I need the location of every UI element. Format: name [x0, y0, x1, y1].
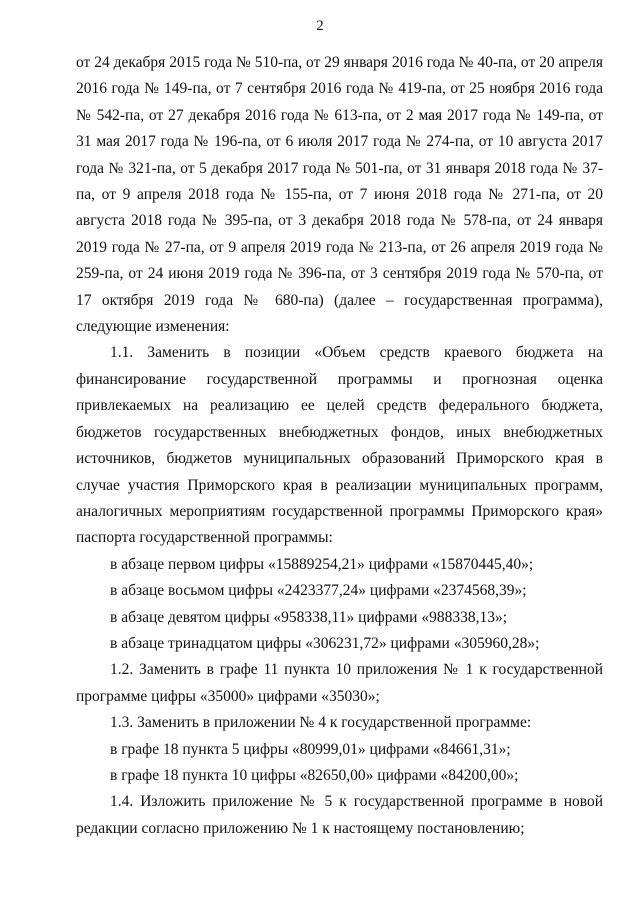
- page-number: 2: [316, 18, 324, 34]
- paragraph-1-3: 1.3. Заменить в приложении № 4 к государственной программе:: [110, 714, 532, 732]
- paragraph-item: в графе 18 пункта 10 цифры «82650,00» цифрами «84200,00»;: [110, 766, 519, 784]
- paragraph-item: в абзаце первом цифры «15889254,21» цифрами «15870445,40»;: [110, 555, 534, 573]
- paragraph-item: в абзаце девятом цифры «958338,11» цифрами «988338,13»;: [110, 608, 507, 626]
- paragraph-item: в абзаце тринадцатом цифры «306231,72» цифрами «305960,28»;: [110, 634, 540, 652]
- paragraph-1-4: 1.4. Изложить приложение № 5 к государственной программе в новой редакции согласно приложению № 1 к настоящему постановлению;: [76, 793, 603, 837]
- paragraph-1-1: 1.1. Заменить в позиции «Объем средств краевого бюджета на финансирование государственной программы и прогнозная оценка привлекаемых на реализацию ее целей средств федерального бюджета, бюджетов государственных внебюджетных фондов, иных внебюджетных источников, бюджетов муниципальных образований Приморского края в случае участия Приморского края в реализации муниципальных программ, аналогичных мероприятиям государственной программы Приморского края» паспорта государственной программы:: [76, 344, 603, 547]
- paragraph-item: в графе 18 пункта 5 цифры «80999,01» цифрами «84661,31»;: [110, 740, 511, 758]
- paragraph-continuation: от 24 декабря 2015 года № 510-па, от 29 января 2016 года № 40-па, от 20 апреля 2016 года № 149-па, от 7 сентября 2016 года № 419-па, от 25 ноября 2016 года № 542-па, от 27 декабря 2016 года № 613-па, от 2 мая 2017 года № 149-па, от 31 мая 2017 года № 196-па, от 6 июля 2017 года № 274-па, от 10 августа 2017 года № 321-па, от 5 декабря 2017 года № 501-па, от 31 января 2018 года № 37-па, от 9 апреля 2018 года № 155-па, от 7 июня 2018 года № 271-па, от 20 августа 2018 года № 395-па, от 3 декабря 2018 года № 578-па, от 24 января 2019 года № 27-па, от 9 апреля 2019 года № 213-па, от 26 апреля 2019 года № 259-па, от 24 июня 2019 года № 396-па, от 3 сентября 2019 года № 570-па, от 17 октября 2019 года № 680-па) (далее – государственная программа), следующие изменения:: [76, 54, 603, 336]
- paragraph-1-2: 1.2. Заменить в графе 11 пункта 10 приложения № 1 к государственной программе цифры «35000» цифрами «35030»;: [76, 661, 603, 705]
- document-body: [76, 50, 603, 842]
- paragraph-item: в абзаце восьмом цифры «2423377,24» цифрами «2374568,39»;: [110, 582, 527, 600]
